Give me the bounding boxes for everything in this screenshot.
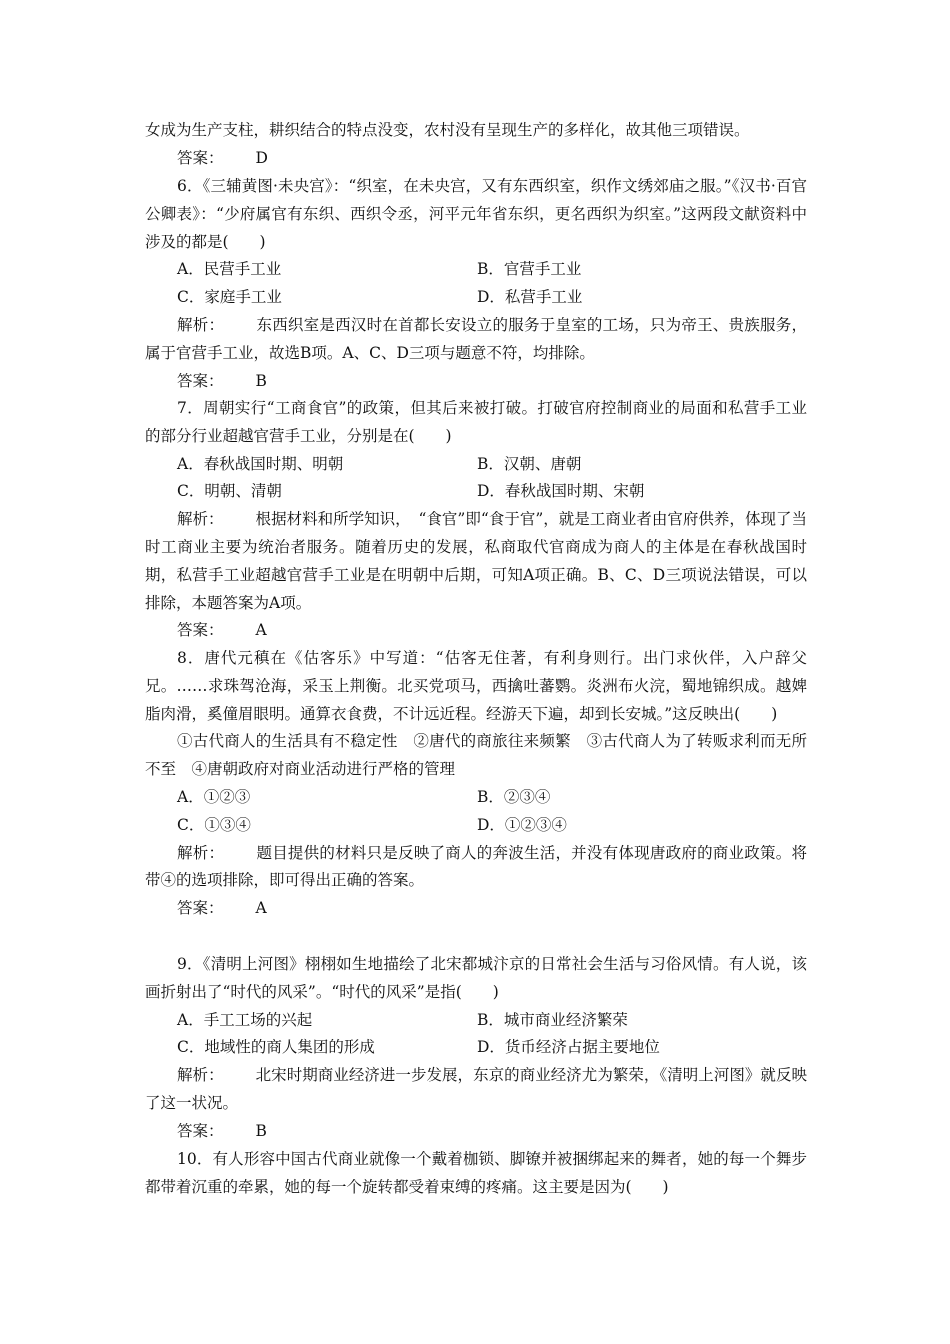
options-row: [145, 812, 807, 840]
options-row: [145, 1007, 807, 1035]
option-a: A．民营手工业: [177, 260, 282, 279]
answer: 答案： B: [177, 1121, 267, 1140]
options-row: [145, 451, 807, 479]
option-b: B．②③④: [477, 787, 551, 806]
answer: 答案： A: [177, 899, 267, 918]
option-d: D．春秋战国时期、宋朝: [477, 482, 645, 501]
option-d: D．货币经济占据主要地位: [477, 1038, 660, 1057]
option-c: C．①③④: [177, 815, 251, 834]
question-stem: 10．有人形容中国古代商业就像一个戴着枷锁、脚镣并被捆绑起来的舞者，她的每一个舞步都带着沉重的牵累，她的每一个旋转都受着束缚的疼痛。这主要是因为( ): [145, 1150, 807, 1196]
question-9: [145, 951, 807, 1146]
answer-label: 答案：: [177, 149, 224, 167]
option-a: A．春秋战国时期、明朝: [177, 454, 344, 473]
options-row: [145, 284, 807, 312]
options-row: [145, 478, 807, 506]
options-row: [145, 784, 807, 812]
question-stem: 9．《清明上河图》栩栩如生地描绘了北宋都城汴京的日常社会生活与习俗风情。有人说，该画折射出了“时代的风采”。“时代的风采”是指( ): [145, 955, 807, 1001]
analysis: 解析： 题目提供的材料只是反映了商人的奔波生活，并没有体现唐政府的商业政策。将带④的选项排除，即可得出正确的答案。: [145, 843, 807, 890]
option-b: B．城市商业经济繁荣: [477, 1010, 628, 1029]
question-stem: 8．唐代元稹在《估客乐》中写道：“估客无住著，有利身则行。出门求伙伴，入户辞父兄。……求珠驾沧海，采玉上荆衡。北买党项马，西擒吐蕃鹦。炎洲布火浣，蜀地锦织成。越婢脂肉滑，奚僮眉眼明。通算衣食费，不计远近程。经游天下遍，却到长安城。”这反映出( ): [145, 649, 807, 723]
options-row: [145, 256, 807, 284]
option-b: B．汉朝、唐朝: [477, 454, 582, 473]
analysis: 解析： 北宋时期商业经济进一步发展，东京的商业经济尤为繁荣，《清明上河图》就反映了这一状况。: [145, 1066, 807, 1112]
options-row: [145, 1034, 807, 1062]
option-d: D．①②③④: [477, 815, 567, 834]
option-c: C．地域性的商人集团的形成: [177, 1038, 375, 1057]
analysis: 解析： 根据材料和所学知识， “食官”即“食于官”，就是工商业者由官府供养，体现了当时工商业主要为统治者服务。随着历史的发展，私商取代官商成为商人的主体是在春秋战国时期，私营手工业超越官营手工业是在明朝中后期，可知A项正确。B、C、D三项说法错误，可以排除，本题答案为A项。: [145, 510, 807, 612]
question-stem: 7．周朝实行“工商食官”的政策，但其后来被打破。打破官府控制商业的局面和私营手工业的部分行业超越官营手工业，分别是在( ): [145, 399, 807, 445]
question-stem: 6．《三辅黄图·未央宫》：“织室，在未央宫，又有东西织室，织作文绣郊庙之服。”《汉书·百官公卿表》：“少府属官有东织、西织令丞，河平元年省东织，更名西织为织室。”这两段文献资料中涉及的都是( ): [145, 177, 807, 251]
question-6: [145, 173, 807, 395]
question-7: [145, 395, 807, 645]
analysis: 解析： 东西织室是西汉时在首都长安设立的服务于皇室的工场，只为帝王、贵族服务，属于官营手工业，故选B项。A、C、D三项与题意不符，均排除。: [145, 315, 807, 362]
option-a: A．①②③: [177, 787, 251, 806]
option-c: C．家庭手工业: [177, 288, 282, 307]
option-b: B．官营手工业: [477, 260, 582, 279]
option-a: A．手工工场的兴起: [177, 1010, 313, 1029]
statement-items: ①古代商人的生活具有不稳定性 ②唐代的商旅往来频繁 ③古代商人为了转贩求利而无所不至 ④唐朝政府对商业活动进行严格的管理: [145, 732, 807, 779]
answer: 答案： B: [177, 371, 267, 390]
intro-text: 女成为生产支柱，耕织结合的特点没变，农村没有呈现生产的多样化，故其他三项错误。: [145, 121, 750, 139]
answer: 答案： A: [177, 621, 267, 640]
option-c: C．明朝、清朝: [177, 482, 282, 501]
answer-5: [145, 145, 807, 173]
question-8: [145, 645, 807, 923]
answer-value: D: [255, 149, 268, 167]
question-10: [145, 1146, 807, 1202]
option-d: D．私营手工业: [477, 288, 583, 307]
